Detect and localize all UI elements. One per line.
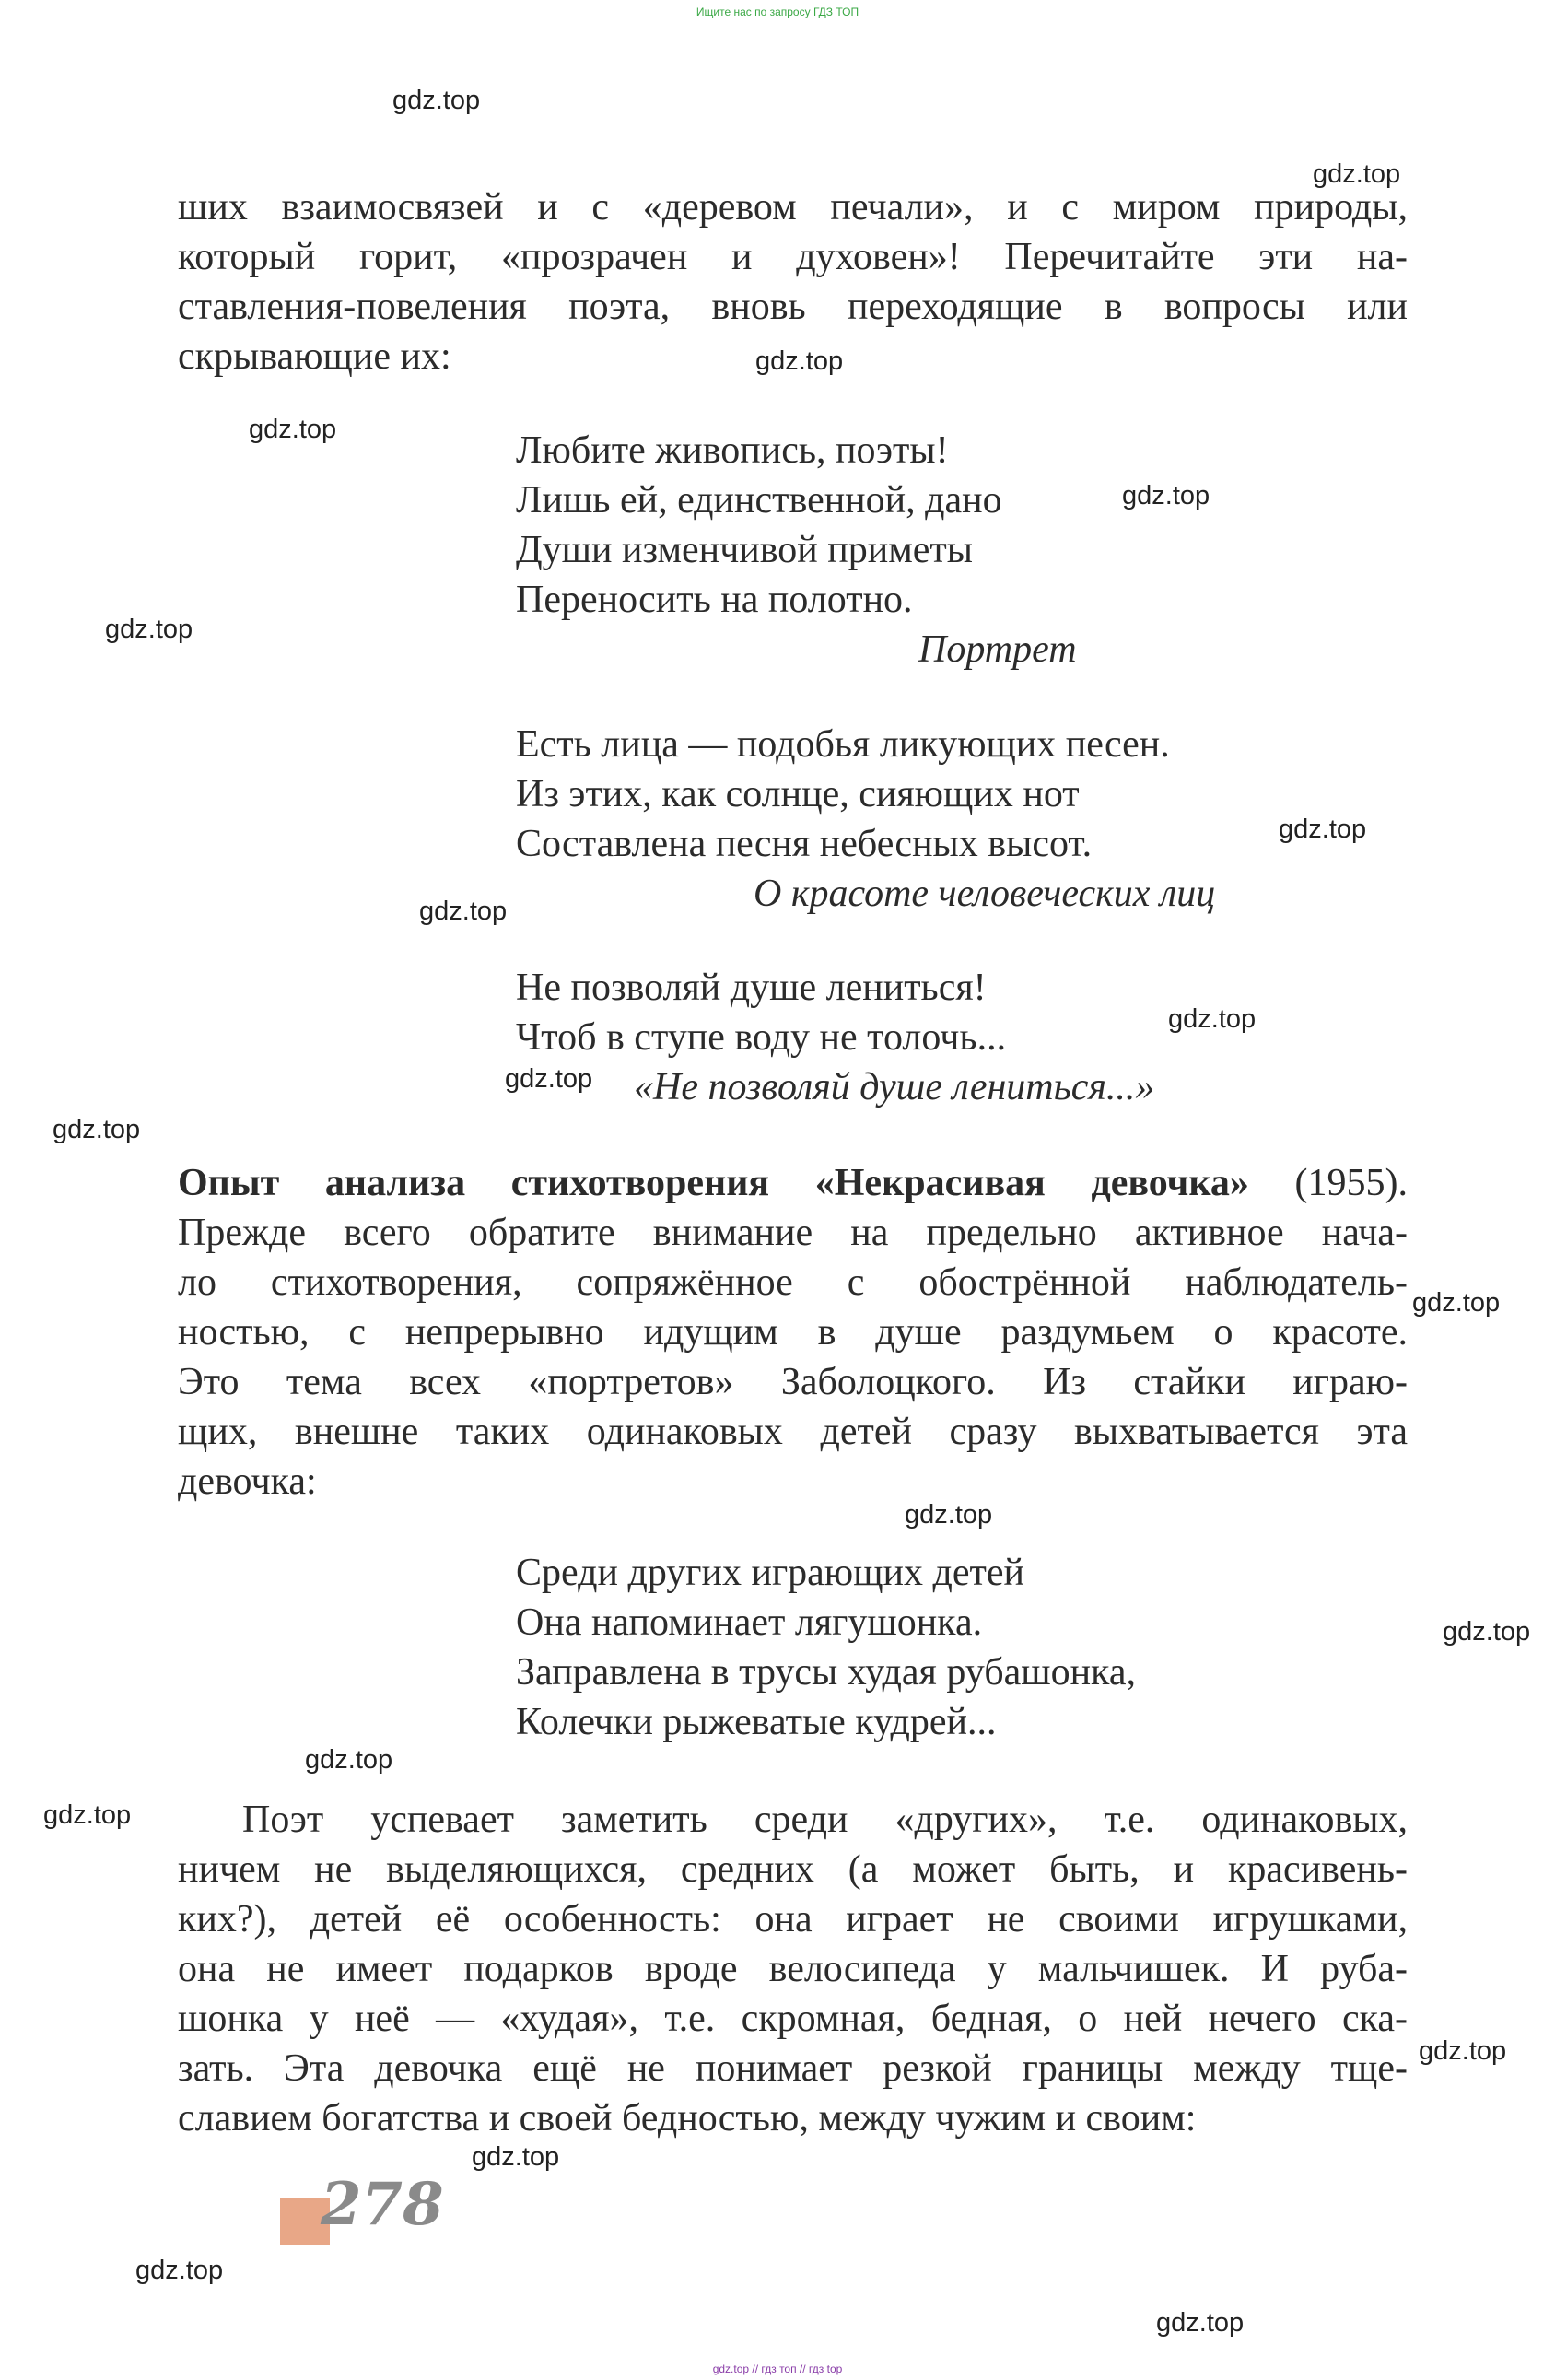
text-line: Прежде всего обратите внимание на предельно активное нача- <box>178 1212 1408 1254</box>
watermark: gdz.top <box>505 1064 593 1094</box>
watermark: gdz.top <box>1443 1617 1531 1647</box>
verse-line: Колечки рыжеватые кудрей... <box>516 1701 997 1743</box>
text-line: славием богатства и своей бедностью, между чужим и своим: <box>178 2097 1197 2140</box>
watermark: gdz.top <box>135 2256 224 2285</box>
verse-line: Среди других играющих детей <box>516 1552 1024 1594</box>
watermark: gdz.top <box>305 1745 393 1775</box>
text-line: ло стихотворения, сопряжённое с обострённой наблюдатель- <box>178 1261 1408 1304</box>
watermark: gdz.top <box>1419 2036 1507 2066</box>
verse-source: Портрет <box>918 628 1077 671</box>
verse-line: Лишь ей, единственной, дано <box>516 479 1002 522</box>
verse-dont-let-soul-be-lazy <box>516 963 1006 1062</box>
verse-line: Составлена песня небесных высот. <box>516 823 1093 865</box>
watermark: gdz.top <box>1122 481 1210 510</box>
text-line: Это тема всех «портретов» Заболоцкого. Из стайки играю- <box>178 1361 1408 1403</box>
watermark: gdz.top <box>1313 159 1401 189</box>
bottom-banner: gdz.top // гдз топ // гдз top <box>712 2362 843 2375</box>
watermark: gdz.top <box>43 1800 132 1830</box>
text-line: Поэт успевает заметить среди «других», т.е. одинаковых, <box>242 1799 1408 1841</box>
text-line: который горит, «прозрачен и духовен»! Перечитайте эти на- <box>178 236 1408 278</box>
verse-line: Заправлена в трусы худая рубашонка, <box>516 1651 1136 1694</box>
verse-line: Она напоминает лягушонка. <box>516 1601 983 1644</box>
verse-line: Переносить на полотно. <box>516 579 913 621</box>
watermark: gdz.top <box>472 2142 560 2172</box>
text-line: скрывающие их: <box>178 335 451 378</box>
text-line: шонка у неё — «худая», т.е. скромная, бедная, о ней нечего ска- <box>178 1998 1408 2040</box>
verse-source: «Не позволяй душе лениться...» <box>634 1066 1155 1108</box>
text-line: девочка: <box>178 1460 317 1503</box>
text-line: она не имеет подарков вроде велосипеда у мальчишек. И руба- <box>178 1948 1408 1990</box>
text-line: ничем не выделяющихся, средних (а может быть, и красивень- <box>178 1848 1408 1891</box>
verse-line: Души изменчивой приметы <box>516 529 974 571</box>
analysis-heading: Опыт анализа стихотворения «Некрасивая девочка» <box>178 1162 1249 1204</box>
watermark: gdz.top <box>419 897 508 926</box>
verse-portrait <box>516 426 1002 625</box>
watermark: gdz.top <box>755 346 844 376</box>
watermark: gdz.top <box>905 1500 993 1530</box>
page-number: 278 <box>321 2170 444 2239</box>
verse-beauty-of-faces <box>516 720 1170 869</box>
text-line: ких?), детей её особенность: она играет не своими игрушками, <box>178 1898 1408 1940</box>
analysis-year: (1955). <box>1294 1162 1408 1204</box>
text-line: ставления-повеления поэта, вновь переходящие в вопросы или <box>178 286 1408 328</box>
watermark: gdz.top <box>1156 2308 1245 2338</box>
text-line: ностью, с непрерывно идущим в душе раздумьем о красоте. <box>178 1311 1408 1354</box>
watermark: gdz.top <box>1279 815 1367 844</box>
text-line: зать. Эта девочка ещё не понимает резкой границы между тще- <box>178 2047 1408 2090</box>
watermark: gdz.top <box>1168 1004 1257 1034</box>
verse-ugly-girl <box>516 1548 1136 1747</box>
verse-line: Любите живопись, поэты! <box>516 429 949 472</box>
verse-line: Из этих, как солнце, сияющих нот <box>516 773 1080 815</box>
intro-paragraph <box>178 182 1408 381</box>
watermark: gdz.top <box>1412 1288 1501 1318</box>
top-banner: Ищите нас по запросу ГДЗ ТОП <box>696 6 859 18</box>
poet-paragraph <box>178 1795 1408 2143</box>
text-line: ших взаимосвязей и с «деревом печали», и с миром природы, <box>178 186 1408 229</box>
watermark: gdz.top <box>105 615 193 644</box>
verse-line: Есть лица — подобья ликующих песен. <box>516 723 1170 766</box>
analysis-heading-line <box>178 1158 1408 1208</box>
verse-line: Чтоб в ступе воду не толочь... <box>516 1016 1007 1059</box>
text-line: щих, внешне таких одинаковых детей сразу выхватывается эта <box>178 1411 1408 1453</box>
watermark: gdz.top <box>53 1115 141 1144</box>
watermark: gdz.top <box>249 415 337 444</box>
analysis-paragraph <box>178 1158 1408 1507</box>
watermark: gdz.top <box>392 86 481 115</box>
verse-source: О красоте человеческих лиц <box>754 873 1216 915</box>
verse-line: Не позволяй душе лениться! <box>516 967 987 1009</box>
